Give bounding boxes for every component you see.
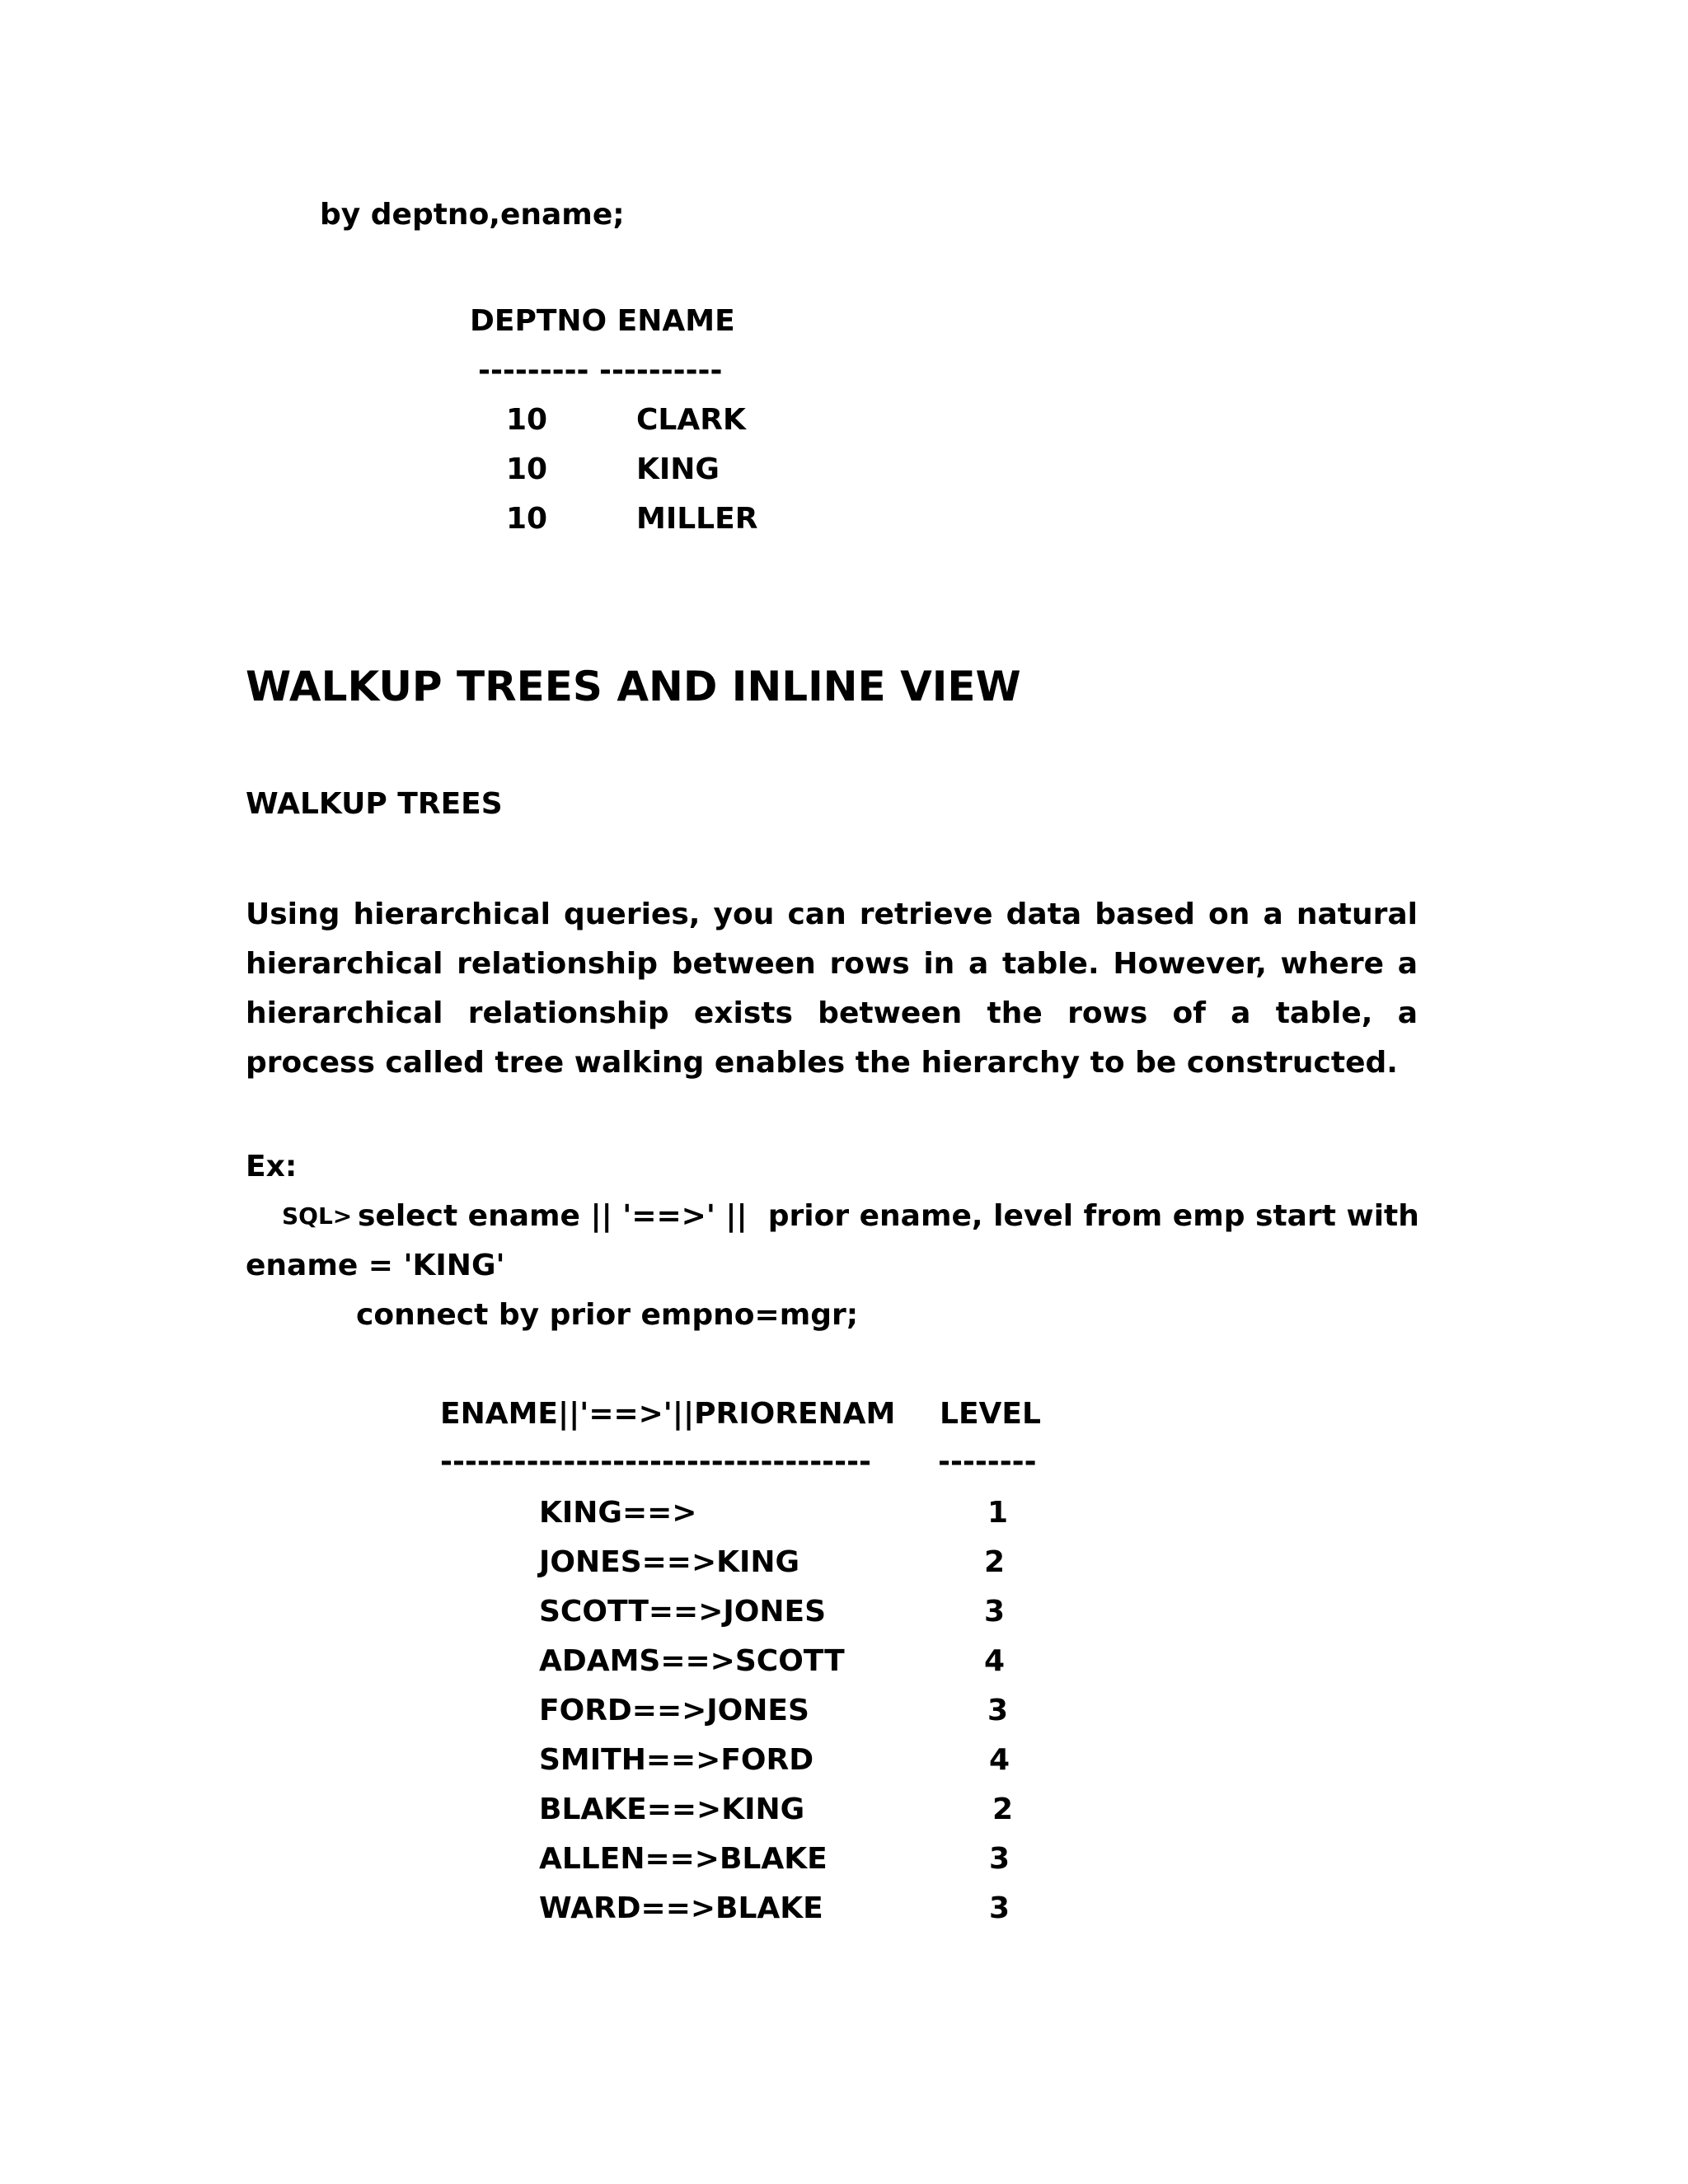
result1-cell-ename: KING — [636, 452, 720, 486]
result2-cell-path: JONES==>KING — [539, 1545, 800, 1579]
result1-cell-ename: MILLER — [636, 502, 758, 536]
result2-cell-level: 4 — [989, 1743, 1010, 1777]
sql-line-2: ename = 'KING' — [246, 1249, 505, 1282]
example-label: Ex: — [246, 1150, 298, 1183]
sql-prompt: SQL> — [282, 1202, 353, 1230]
result2-cell-path: ADAMS==>SCOTT — [539, 1644, 845, 1678]
result1-cell-deptno: 10 — [506, 452, 548, 486]
result2-cell-level: 4 — [984, 1644, 1006, 1678]
sql-line-3: connect by prior empno=mgr; — [356, 1298, 859, 1332]
result2-cell-path: BLAKE==>KING — [539, 1793, 805, 1826]
result2-cell-path: ALLEN==>BLAKE — [539, 1842, 828, 1876]
result2-cell-level: 3 — [989, 1842, 1010, 1876]
result2-cell-level: 3 — [989, 1891, 1010, 1925]
body-paragraph: Using hierarchical queries, you can retrieve data based on a natural hierarchical relationship between rows in a table. However, where a hierarchical relationship exists between the rows of a table, a process called tree walking enables the hierarchy to be constructed. — [246, 898, 1418, 1080]
result2-cell-path: KING==> — [539, 1496, 697, 1530]
result2-cell-level: 2 — [984, 1545, 1006, 1579]
result2-cell-level: 3 — [984, 1595, 1006, 1629]
result2-separator-path: ----------------------------------- — [440, 1445, 871, 1479]
result2-separator-level: -------- — [938, 1445, 1037, 1479]
section-title: WALKUP TREES AND INLINE VIEW — [246, 663, 1021, 710]
result1-cell-ename: CLARK — [636, 403, 746, 437]
subsection-title: WALKUP TREES — [246, 787, 503, 821]
result1-header: DEPTNO ENAME — [470, 304, 735, 338]
result2-cell-level: 2 — [992, 1793, 1014, 1826]
result2-cell-level: 3 — [987, 1694, 1009, 1727]
sql-line-1: select ename || '==>' || prior ename, level from emp start with — [358, 1199, 1419, 1233]
result2-cell-path: SCOTT==>JONES — [539, 1595, 827, 1629]
result2-cell-path: WARD==>BLAKE — [539, 1891, 823, 1925]
query-tail: by deptno,ename; — [320, 198, 625, 232]
result2-cell-path: SMITH==>FORD — [539, 1743, 814, 1777]
result2-cell-level: 1 — [987, 1496, 1009, 1530]
result2-cell-path: FORD==>JONES — [539, 1694, 809, 1727]
result1-cell-deptno: 10 — [506, 403, 548, 437]
result2-header-path: ENAME||'==>'||PRIORENAM — [440, 1397, 896, 1431]
result1-cell-deptno: 10 — [506, 502, 548, 536]
result1-separator: --------- ---------- — [478, 354, 723, 387]
result2-header-level: LEVEL — [940, 1397, 1041, 1431]
